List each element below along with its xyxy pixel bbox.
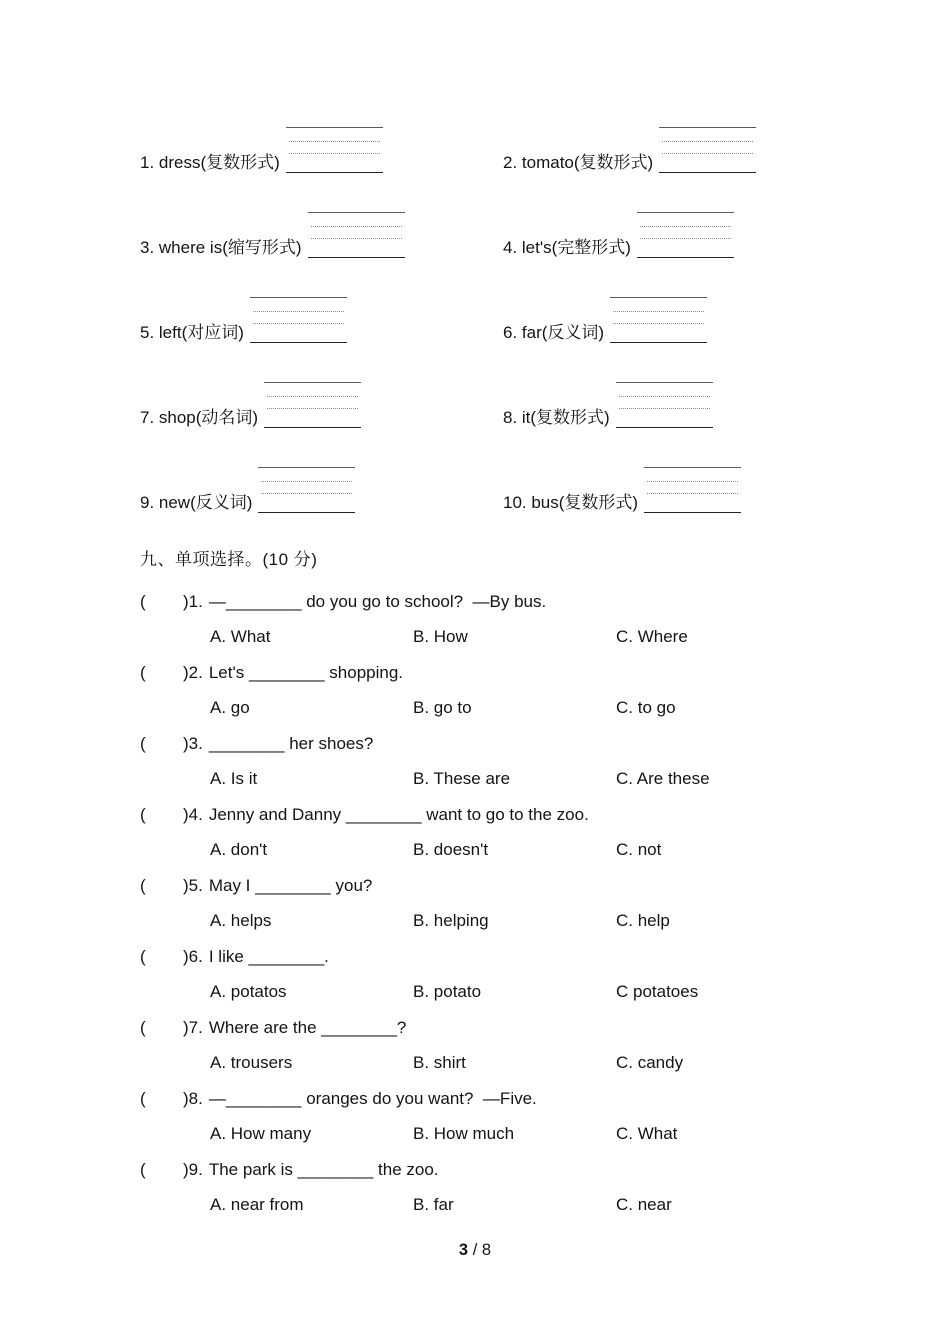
question-line — [140, 797, 850, 832]
answer-paren: ( — [140, 1089, 146, 1108]
mc-question-7 — [140, 1010, 850, 1081]
option-b: B. helping — [413, 911, 489, 930]
mc-question-6 — [140, 939, 850, 1010]
answer-paren: ( — [140, 1160, 146, 1179]
option-c: C. Where — [616, 627, 688, 646]
writing-guide-line — [311, 238, 402, 239]
answer-paren: ( — [140, 663, 146, 682]
writing-guide-line — [647, 481, 738, 482]
word-item-label: 7. shop(动名词) — [140, 408, 259, 427]
word-item — [140, 125, 503, 181]
option-b: B. How — [413, 627, 468, 646]
writing-guide-line — [619, 396, 710, 397]
option-b: B. go to — [413, 698, 472, 717]
question-line — [140, 1081, 850, 1116]
word-item — [503, 210, 734, 266]
question-number: )8. — [183, 1089, 203, 1108]
question-number: )7. — [183, 1018, 203, 1037]
writing-guide-line — [616, 382, 713, 383]
options-row — [210, 690, 850, 726]
page-footer — [0, 1240, 950, 1260]
answer-blank — [637, 210, 734, 258]
writing-guide-line — [640, 226, 731, 227]
word-item-label: 5. left(对应词) — [140, 323, 244, 342]
answer-blank — [308, 210, 405, 258]
answer-paren: ( — [140, 1018, 146, 1037]
writing-guide-line — [637, 212, 734, 213]
options-row — [210, 1045, 850, 1081]
option-b: B. These are — [413, 769, 511, 788]
word-item — [503, 465, 741, 521]
page-total: 8 — [481, 1241, 492, 1259]
option-b: B. shirt — [413, 1053, 466, 1072]
word-row — [140, 266, 830, 351]
mc-question-8 — [140, 1081, 850, 1152]
writing-guide-line — [267, 396, 358, 397]
word-item-label: 8. it(复数形式) — [503, 408, 610, 427]
mc-question-4 — [140, 797, 850, 868]
question-line — [140, 655, 850, 690]
question-number: )6. — [183, 947, 203, 966]
writing-guide-line — [261, 481, 352, 482]
word-item-label: 1. dress(复数形式) — [140, 153, 280, 172]
option-a: A. Is it — [210, 769, 258, 788]
question-number: )5. — [183, 876, 203, 895]
word-item — [140, 295, 503, 351]
writing-guide-line — [250, 297, 347, 298]
writing-guide-line — [662, 141, 753, 142]
writing-guide-line — [640, 238, 731, 239]
writing-guide-line — [253, 311, 344, 312]
option-c: C. candy — [616, 1053, 684, 1072]
question-text: The park is ________ the zoo. — [208, 1160, 439, 1179]
option-a: A. How many — [210, 1124, 312, 1143]
mc-question-1 — [140, 584, 850, 655]
word-item — [503, 125, 756, 181]
writing-guide-line — [311, 226, 402, 227]
answer-blank — [264, 380, 361, 428]
writing-guide-line — [264, 382, 361, 383]
option-b: B. potato — [413, 982, 482, 1001]
answer-paren: ( — [140, 947, 146, 966]
writing-guide-line — [610, 297, 707, 298]
options-row — [210, 1116, 850, 1152]
section-header: 九、单项选择。(10 分) — [140, 550, 318, 569]
question-text: —________ do you go to school? —By bus. — [208, 592, 547, 611]
question-line — [140, 1152, 850, 1187]
word-item-label: 4. let's(完整形式) — [503, 238, 631, 257]
word-item — [503, 380, 713, 436]
writing-guide-line — [613, 311, 704, 312]
writing-guide-line — [662, 153, 753, 154]
answer-paren: ( — [140, 876, 146, 895]
writing-guide-line — [286, 127, 383, 128]
question-line — [140, 868, 850, 903]
answer-blank — [286, 125, 383, 173]
answer-paren: ( — [140, 805, 146, 824]
writing-guide-line — [647, 493, 738, 494]
word-item — [140, 210, 503, 266]
options-row — [210, 832, 850, 868]
option-b: B. How much — [413, 1124, 515, 1143]
option-a: A. go — [210, 698, 250, 717]
word-item-label: 2. tomato(复数形式) — [503, 153, 654, 172]
word-row — [140, 96, 830, 181]
option-c: C. What — [616, 1124, 678, 1143]
writing-guide-line — [659, 127, 756, 128]
question-line — [140, 584, 850, 619]
word-transformation-section — [140, 96, 830, 521]
answer-blank — [616, 380, 713, 428]
mc-question-9 — [140, 1152, 850, 1223]
option-c: C potatoes — [616, 982, 699, 1001]
mc-question-2 — [140, 655, 850, 726]
page-number: 3 — [458, 1241, 469, 1259]
word-item — [140, 465, 503, 521]
writing-guide-line — [619, 408, 710, 409]
writing-guide-line — [289, 153, 380, 154]
question-text: I like ________. — [208, 947, 329, 966]
writing-guide-line — [289, 141, 380, 142]
options-row — [210, 761, 850, 797]
question-number: )3. — [183, 734, 203, 753]
word-item-label: 10. bus(复数形式) — [503, 493, 639, 512]
option-a: A. What — [210, 627, 271, 646]
option-c: C. Are these — [616, 769, 710, 788]
word-row — [140, 436, 830, 521]
question-line — [140, 939, 850, 974]
page-separator: / — [468, 1241, 482, 1259]
writing-guide-line — [253, 323, 344, 324]
word-item-label: 3. where is(缩写形式) — [140, 238, 302, 257]
question-text: Where are the ________? — [208, 1018, 407, 1037]
option-a: A. near from — [210, 1195, 304, 1214]
word-item-label: 6. far(反义词) — [503, 323, 605, 342]
question-text: Jenny and Danny ________ want to go to the zoo. — [208, 805, 589, 824]
option-a: A. helps — [210, 911, 272, 930]
writing-guide-line — [267, 408, 358, 409]
word-item — [140, 380, 503, 436]
multiple-choice-section — [140, 548, 850, 1223]
writing-guide-line — [258, 467, 355, 468]
question-line — [140, 1010, 850, 1045]
question-number: )4. — [183, 805, 203, 824]
question-line — [140, 726, 850, 761]
answer-blank — [258, 465, 355, 513]
writing-guide-line — [261, 493, 352, 494]
options-row — [210, 974, 850, 1010]
word-item — [503, 295, 707, 351]
question-text: Let's ________ shopping. — [208, 663, 404, 682]
option-a: A. potatos — [210, 982, 287, 1001]
question-text: ________ her shoes? — [208, 734, 374, 753]
option-b: B. far — [413, 1195, 454, 1214]
answer-blank — [659, 125, 756, 173]
option-a: A. trousers — [210, 1053, 293, 1072]
writing-guide-line — [308, 212, 405, 213]
mc-question-5 — [140, 868, 850, 939]
mc-question-3 — [140, 726, 850, 797]
answer-blank — [610, 295, 707, 343]
options-row — [210, 619, 850, 655]
answer-blank — [644, 465, 741, 513]
question-number: )2. — [183, 663, 203, 682]
answer-paren: ( — [140, 592, 146, 611]
option-b: B. doesn't — [413, 840, 489, 859]
word-row — [140, 351, 830, 436]
options-row — [210, 903, 850, 939]
word-item-label: 9. new(反义词) — [140, 493, 253, 512]
option-a: A. don't — [210, 840, 268, 859]
writing-guide-line — [644, 467, 741, 468]
question-text: —________ oranges do you want? —Five. — [208, 1089, 537, 1108]
options-row — [210, 1187, 850, 1223]
answer-blank — [250, 295, 347, 343]
option-c: C. help — [616, 911, 670, 930]
option-c: C. near — [616, 1195, 672, 1214]
word-row — [140, 181, 830, 266]
question-text: May I ________ you? — [208, 876, 373, 895]
question-number: )1. — [183, 592, 203, 611]
answer-paren: ( — [140, 734, 146, 753]
question-number: )9. — [183, 1160, 203, 1179]
writing-guide-line — [613, 323, 704, 324]
option-c: C. to go — [616, 698, 676, 717]
option-c: C. not — [616, 840, 662, 859]
